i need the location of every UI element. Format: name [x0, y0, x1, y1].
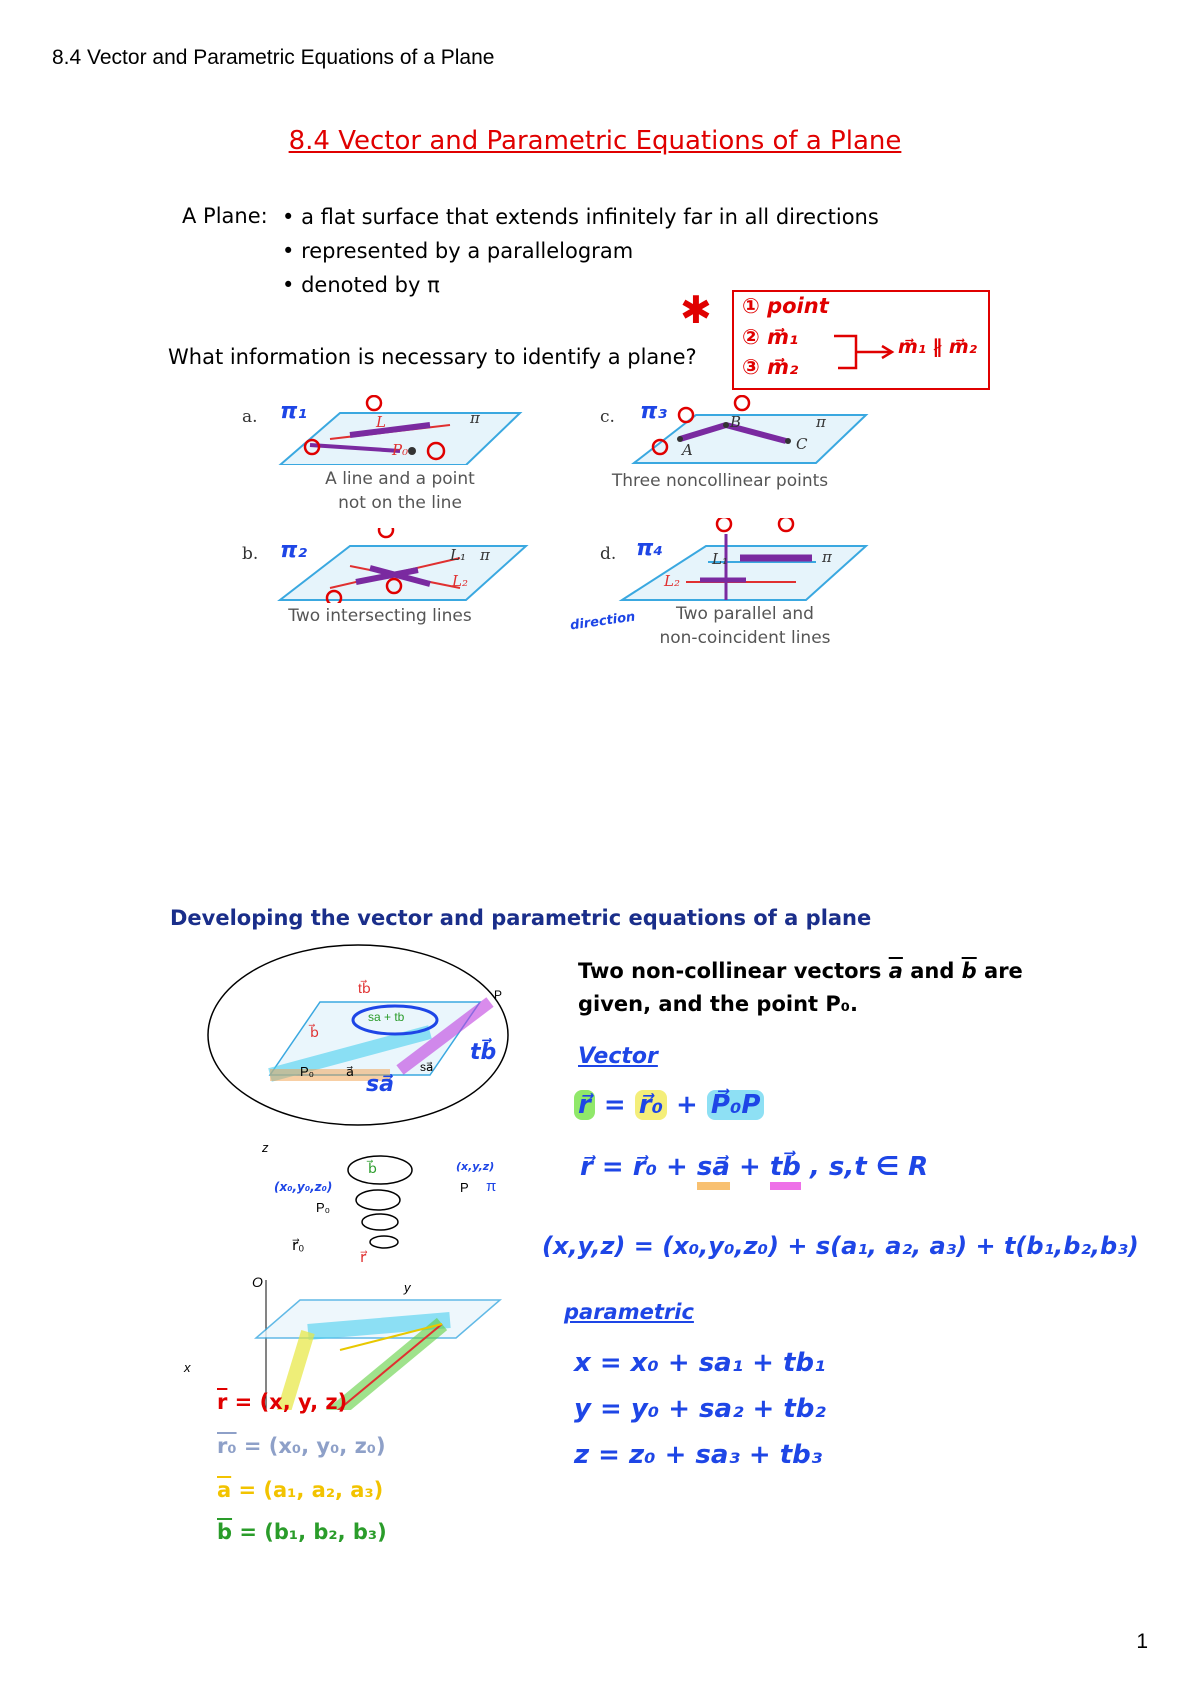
label-p0-axes: P₀ — [316, 1200, 331, 1215]
label-pi: π — [822, 548, 832, 566]
label-L2: L₂ — [664, 572, 680, 590]
page-title: 8.4 Vector and Parametric Equations of a Plane — [288, 126, 902, 156]
label-sa-small: sa⃗ — [420, 1060, 434, 1074]
label-a-small: a⃗ — [346, 1064, 354, 1079]
bracket-arrow — [830, 330, 900, 380]
def-b: $\overline{b} = (b_1$, b₂, b₃) — [217, 1520, 387, 1544]
label-C: C — [796, 435, 808, 453]
parametric-y: y = y₀ + sa₂ + tb₂ — [574, 1394, 826, 1424]
panel-d — [569, 518, 890, 648]
plane-diagram — [270, 528, 540, 603]
axis-x: x — [184, 1360, 191, 1375]
note-item: ③ m⃗₂ — [742, 355, 799, 379]
note-box — [732, 290, 990, 390]
label-pi: π — [816, 413, 826, 431]
panel-hand-label: π₁ — [280, 399, 308, 424]
label-pi: π — [480, 546, 490, 564]
label-p0-small: P₀ — [300, 1064, 315, 1079]
label-tb: tb⃗ — [358, 980, 371, 996]
label-pi: π — [470, 409, 480, 427]
panel-hand-label: π₂ — [280, 538, 308, 563]
star-mark: ✱ — [680, 288, 712, 332]
panel-hand-label: π₄ — [636, 536, 664, 561]
equation-1: r⃗ = r⃗₀ + P⃗₀P — [574, 1090, 764, 1120]
definition-bullets — [282, 200, 879, 302]
panel-c — [590, 395, 890, 515]
panel-caption: Two parallel and non-coincident lines — [659, 604, 831, 648]
panel-letter: b. — [242, 544, 259, 564]
axis-z: z — [262, 1140, 269, 1155]
panel-b — [230, 528, 530, 628]
hand-sa: sa⃗ — [366, 1072, 394, 1097]
panel-hand-label: π₃ — [640, 399, 668, 424]
label-L2: L₂ — [452, 572, 468, 590]
hand-point0: (x₀,y₀,z₀) — [274, 1180, 333, 1194]
label-B: B — [730, 413, 742, 431]
section-heading: Developing the vector and parametric equations of a plane — [170, 906, 872, 930]
page-header: 8.4 Vector and Parametric Equations of a Plane — [52, 46, 495, 69]
label-b-small: b⃗ — [310, 1024, 319, 1040]
parametric-label: parametric — [564, 1300, 694, 1324]
label-sa-tb: sa + tb — [368, 1010, 405, 1024]
panel-letter: c. — [600, 407, 615, 427]
label-p-axes: P — [460, 1180, 469, 1195]
panel-caption: Two intersecting lines — [288, 606, 472, 626]
plane-diagram — [616, 518, 886, 604]
vector-label: Vector — [578, 1044, 658, 1069]
panel-letter: d. — [600, 544, 617, 564]
note-conclusion: m⃗₁ ∦ m⃗₂ — [898, 336, 977, 358]
note-item: ① point — [742, 294, 829, 318]
label-A: A — [682, 441, 693, 459]
label-r-axes: r⃗ — [360, 1249, 367, 1266]
given-text: Two non-collinear vectors $\overline{a}$ and $\overline{b}$ are given, and the point P₀. — [578, 959, 1023, 1016]
label-pi-axes: π — [486, 1178, 497, 1195]
label-L: L — [376, 413, 386, 431]
axis-y: y — [404, 1280, 411, 1295]
label-r0-axes: r⃗₀ — [292, 1237, 305, 1254]
bullet-item: • denoted by π — [282, 268, 879, 302]
bullet-item: • represented by a parallelogram — [282, 234, 879, 268]
label-L1: L₁ — [712, 550, 728, 568]
hand-tb: tb⃗ — [470, 1040, 497, 1065]
panel-caption: A line and a point not on the line — [325, 469, 475, 513]
parametric-z: z = z₀ + sa₃ + tb₃ — [574, 1440, 823, 1470]
question-text: What information is necessary to identify a plane? — [168, 345, 697, 369]
label-b-axes: b⃗ — [368, 1160, 377, 1176]
panel-a — [230, 395, 530, 515]
label-L1: L₁ — [450, 546, 466, 564]
panel-letter: a. — [242, 407, 258, 427]
label-p-small: P — [494, 988, 503, 1002]
note-item: ② m⃗₁ — [742, 325, 799, 349]
equation-3: (x,y,z) = (x₀,y₀,z₀) + s(a₁, a₂, a₃) + t(b₁,b₂,b₃) — [542, 1232, 1139, 1260]
hand-point: (x,y,z) — [456, 1160, 495, 1173]
panel-caption: Three noncollinear points — [611, 471, 829, 491]
plane-diagram — [626, 395, 896, 465]
parametric-x: x = x₀ + sa₁ + tb₁ — [574, 1348, 826, 1378]
equation-2: r⃗ = r⃗₀ + sa⃗ + tb⃗ , s,t ∈ R — [580, 1152, 928, 1182]
origin-label: O — [252, 1274, 263, 1290]
page-number: 1 — [1136, 1630, 1148, 1653]
def-a: $\overline{a} = (a_1$, a₂, a₃) — [217, 1478, 384, 1502]
bullet-item: • a flat surface that extends infinitely far in all directions — [282, 200, 879, 234]
side-note: direction — [569, 609, 637, 634]
def-r0: r₀ = (x₀, y₀, z₀) — [217, 1434, 386, 1458]
definition-label: A Plane: — [182, 204, 268, 228]
label-P0: P₀ — [392, 441, 409, 459]
def-r: $\overline{r} = (x$, y, z) — [217, 1390, 348, 1414]
